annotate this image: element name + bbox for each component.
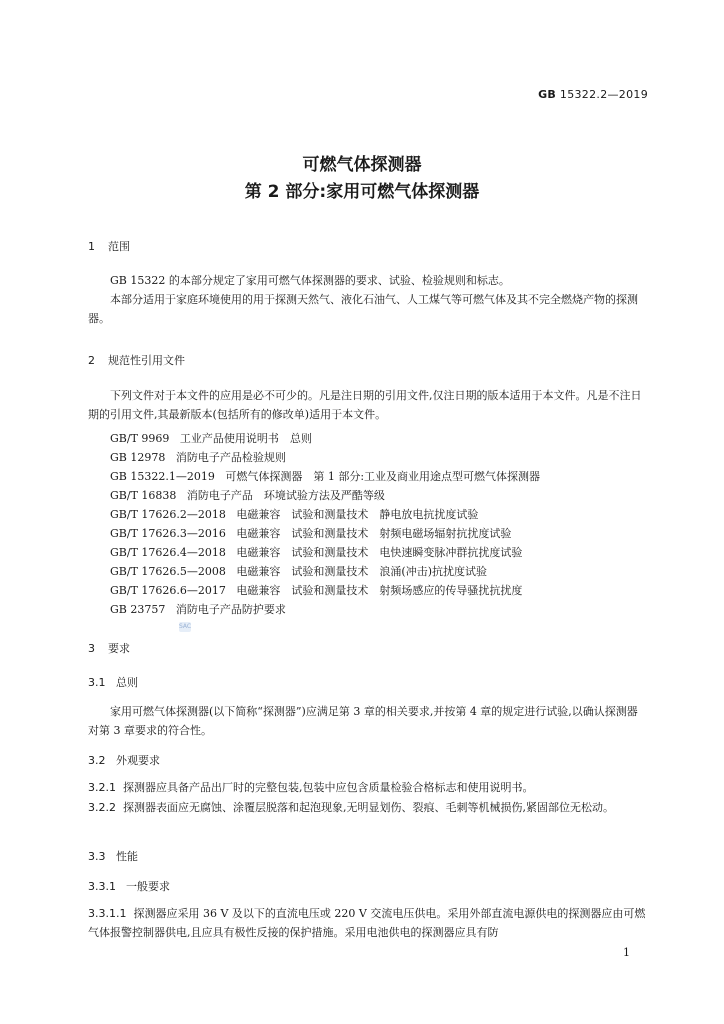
subsection-number: 3.2 <box>88 754 106 767</box>
subsection-number: 3.3 <box>88 850 106 863</box>
reference-code: GB/T 9969 <box>110 432 170 445</box>
clause-number: 3.3.1.1 <box>88 907 127 920</box>
document-title: 可燃气体探测器 <box>302 155 422 175</box>
reference-item <box>110 544 522 560</box>
section-heading-2 <box>88 352 185 368</box>
subsection-number: 3.3.1 <box>88 880 116 893</box>
document-subtitle: 第 2 部分:家用可燃气体探测器 <box>244 182 480 202</box>
section-heading-3 <box>88 640 130 656</box>
clause-text: 探测器应具备产品出厂时的完整包装,包装中应包含质量检验合格标志和使用说明书。 <box>123 781 534 794</box>
section-heading-1 <box>88 238 130 254</box>
page-number: 1 <box>623 946 630 959</box>
subsection-heading-3-3-1 <box>88 878 170 894</box>
subsection-title: 性能 <box>116 850 138 863</box>
reference-title: 电磁兼容 试验和测量技术 静电放电抗扰度试验 <box>236 508 479 521</box>
paragraph-refs-intro: 下列文件对于本文件的应用是必不可少的。凡是注日期的引用文件,仅注日期的版本适用于本文件。凡是不注日期的引用文件,其最新版本(包括所有的修改单)适用于本文件。 <box>88 389 642 421</box>
reference-item <box>110 601 286 617</box>
standard-code: 15322.2—2019 <box>559 88 648 101</box>
reference-item <box>110 468 540 484</box>
reference-item <box>110 506 478 522</box>
watermark-logo: SAC <box>179 623 192 630</box>
reference-title: 电磁兼容 试验和测量技术 浪涌(冲击)抗扰度试验 <box>236 565 487 578</box>
subsection-heading-3-1 <box>88 674 138 690</box>
reference-title: 消防电子产品防护要求 <box>175 603 286 616</box>
reference-item <box>110 563 487 579</box>
reference-item <box>110 525 511 541</box>
reference-code: GB/T 17626.4—2018 <box>110 546 226 559</box>
subsection-number: 3.1 <box>88 676 106 689</box>
clause-text: 探测器应采用 36 V 及以下的直流电压或 220 V 交流电压供电。采用外部直流电源供电的探测器应由可燃气体报警控制器供电,且应具有极性反接的保护措施。采用电池供电的探测器应具有防 <box>88 907 646 939</box>
reference-title: 消防电子产品 环境试验方法及严酷等级 <box>186 489 385 502</box>
subsection-title: 一般要求 <box>126 880 170 893</box>
section-number: 3 <box>88 642 95 655</box>
section-title: 规范性引用文件 <box>108 354 185 367</box>
reference-title: 电磁兼容 试验和测量技术 射频场感应的传导骚扰抗扰度 <box>236 584 523 597</box>
reference-code: GB 15322.1—2019 <box>110 470 215 483</box>
subsection-title: 外观要求 <box>116 754 160 767</box>
section-title: 要求 <box>108 642 130 655</box>
reference-code: GB/T 17626.2—2018 <box>110 508 226 521</box>
reference-title: 电磁兼容 试验和测量技术 射频电磁场辐射抗扰度试验 <box>236 527 512 540</box>
reference-code: GB/T 17626.6—2017 <box>110 584 226 597</box>
clause-number: 3.2.1 <box>88 781 116 794</box>
reference-title: 可燃气体探测器 第 1 部分:工业及商业用途点型可燃气体探测器 <box>225 470 541 483</box>
subsection-heading-3-2 <box>88 752 160 768</box>
reference-code: GB 23757 <box>110 603 166 616</box>
subsection-title: 总则 <box>116 676 138 689</box>
reference-title: 消防电子产品检验规则 <box>175 451 286 464</box>
clause-3-2-2 <box>88 798 648 817</box>
reference-code: GB/T 16838 <box>110 489 177 502</box>
clause-number: 3.2.2 <box>88 801 116 814</box>
reference-item <box>110 487 385 503</box>
reference-title: 电磁兼容 试验和测量技术 电快速瞬变脉冲群抗扰度试验 <box>236 546 523 559</box>
section-title: 范围 <box>108 240 130 253</box>
reference-item <box>110 582 522 598</box>
clause-3-2-1 <box>88 778 648 797</box>
reference-item <box>110 430 312 446</box>
reference-code: GB/T 17626.5—2008 <box>110 565 226 578</box>
reference-item <box>110 449 286 465</box>
standard-prefix: GB <box>538 88 557 101</box>
paragraph-general: 家用可燃气体探测器(以下简称“探测器”)应满足第 3 章的相关要求,并按第 4 章的规定进行试验,以确认探测器对第 3 章要求的符合性。 <box>88 705 638 737</box>
clause-text: 探测器表面应无腐蚀、涂覆层脱落和起泡现象,无明显划伤、裂痕、毛刺等机械损伤,紧固部位无松动。 <box>123 801 614 814</box>
subsection-heading-3-3 <box>88 848 138 864</box>
section-number: 1 <box>88 240 95 253</box>
paragraph-scope-1: GB 15322 的本部分规定了家用可燃气体探测器的要求、试验、检验规则和标志。 <box>110 274 510 287</box>
standard-number <box>538 88 648 101</box>
reference-code: GB/T 17626.3—2016 <box>110 527 226 540</box>
paragraph-scope-2: 本部分适用于家庭环境使用的用于探测天然气、液化石油气、人工煤气等可燃气体及其不完全燃烧产物的探测器。 <box>88 293 638 325</box>
section-number: 2 <box>88 354 95 367</box>
reference-title: 工业产品使用说明书 总则 <box>179 432 312 445</box>
clause-3-3-1-1 <box>88 904 648 942</box>
reference-code: GB 12978 <box>110 451 166 464</box>
